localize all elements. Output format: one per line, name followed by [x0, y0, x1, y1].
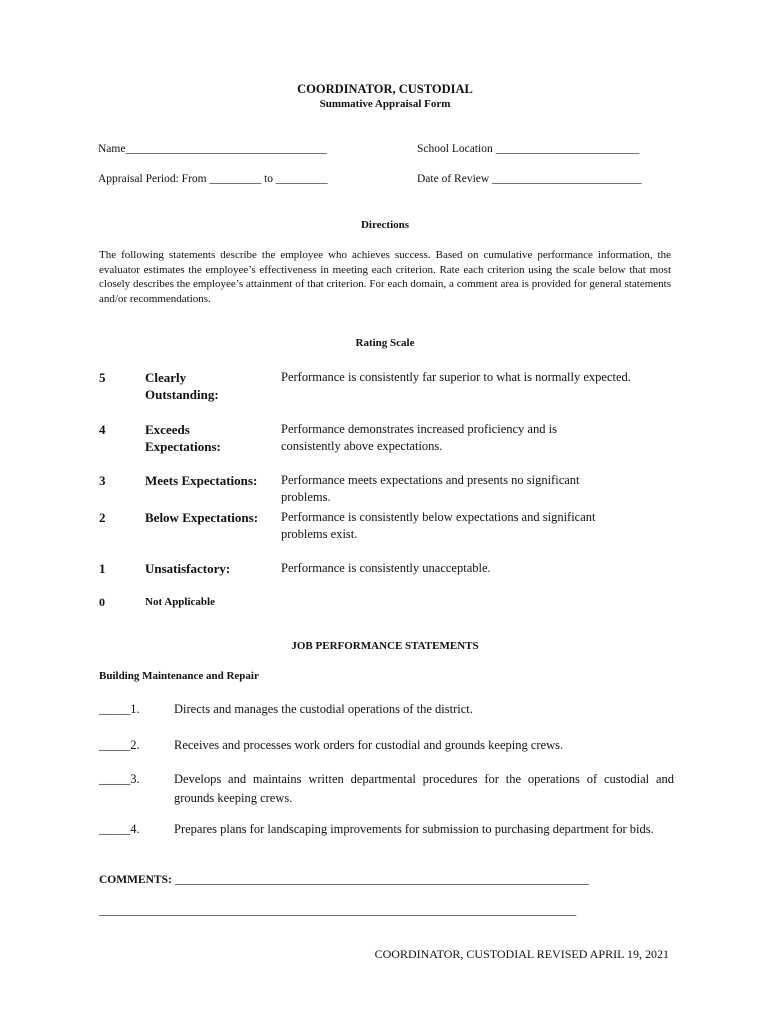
comments-label: COMMENTS: — [99, 874, 172, 886]
statement-text: Develops and maintains written departmental procedures for the operations of custodial and grounds keeping crews. — [174, 772, 674, 805]
rating-description: Performance is consistently unacceptable. — [281, 561, 491, 575]
school-location-field[interactable]: School Location _________________________ — [417, 143, 640, 155]
directions-text: The following statements describe the employee who achieves success. Based on cumulative performance information, the evaluator estimates the employee’s effectiveness in meeting each criterion. Rate each criterion using the scale below that most closely describes the employee’s attainment of that criterion. For each domain, a comment area is provided for general statements and/or recommendations. — [99, 249, 671, 305]
rating-description: Performance meets expectations and presents no significant problems. — [281, 473, 580, 504]
date-of-review-field[interactable]: Date of Review __________________________ — [417, 173, 642, 185]
job-performance-heading: JOB PERFORMANCE STATEMENTS — [291, 640, 479, 652]
statement-rating-blank[interactable]: _____1. — [99, 702, 140, 716]
rating-number: 5 — [99, 370, 106, 385]
rating-label: Not Applicable — [145, 596, 215, 608]
comments-line[interactable] — [99, 874, 589, 886]
rating-number: 2 — [99, 510, 106, 525]
appraisal-period-field[interactable]: Appraisal Period: From _________ to _________ — [98, 173, 328, 185]
rating-label: Clearly Outstanding: — [145, 370, 219, 402]
rating-description: Performance is consistently far superior to what is normally expected. — [281, 370, 631, 384]
rating-number: 4 — [99, 422, 106, 437]
rating-label: Meets Expectations: — [145, 473, 258, 488]
rating-label: Unsatisfactory: — [145, 561, 231, 576]
rating-label: Exceeds Expectations: — [145, 422, 221, 454]
statement-text: Receives and processes work orders for custodial and grounds keeping crews. — [174, 738, 564, 752]
rating-description: Performance is consistently below expectations and significant problems exist. — [281, 510, 596, 541]
statement-rating-blank[interactable]: _____4. — [99, 822, 140, 836]
rating-number: 1 — [99, 561, 106, 576]
comments-blank-line-2[interactable]: ___________________________________________________________________________________ — [99, 905, 577, 917]
rating-scale-heading: Rating Scale — [355, 337, 415, 349]
name-field[interactable]: Name___________________________________ — [98, 143, 327, 155]
directions-heading: Directions — [360, 219, 410, 231]
form-subtitle: Summative Appraisal Form — [319, 98, 451, 110]
footer-revision: COORDINATOR, CUSTODIAL REVISED APRIL 19, 2021 — [374, 947, 669, 961]
statement-text: Directs and manages the custodial operations of the district. — [174, 702, 473, 716]
rating-number: 3 — [99, 473, 106, 488]
rating-label: Below Expectations: — [145, 510, 259, 525]
statement-rating-blank[interactable]: _____2. — [99, 738, 140, 752]
comments-blank-line[interactable]: ________________________________________________________________________ — [174, 874, 589, 886]
rating-description: Performance demonstrates increased proficiency and is consistently above expectations. — [281, 422, 557, 453]
statement-text: Prepares plans for landscaping improvements for submission to purchasing department for bids. — [174, 822, 654, 836]
rating-number: 0 — [99, 595, 105, 609]
form-title: COORDINATOR, CUSTODIAL — [297, 82, 473, 96]
statement-rating-blank[interactable]: _____3. — [99, 772, 140, 786]
section-heading: Building Maintenance and Repair — [99, 670, 259, 682]
